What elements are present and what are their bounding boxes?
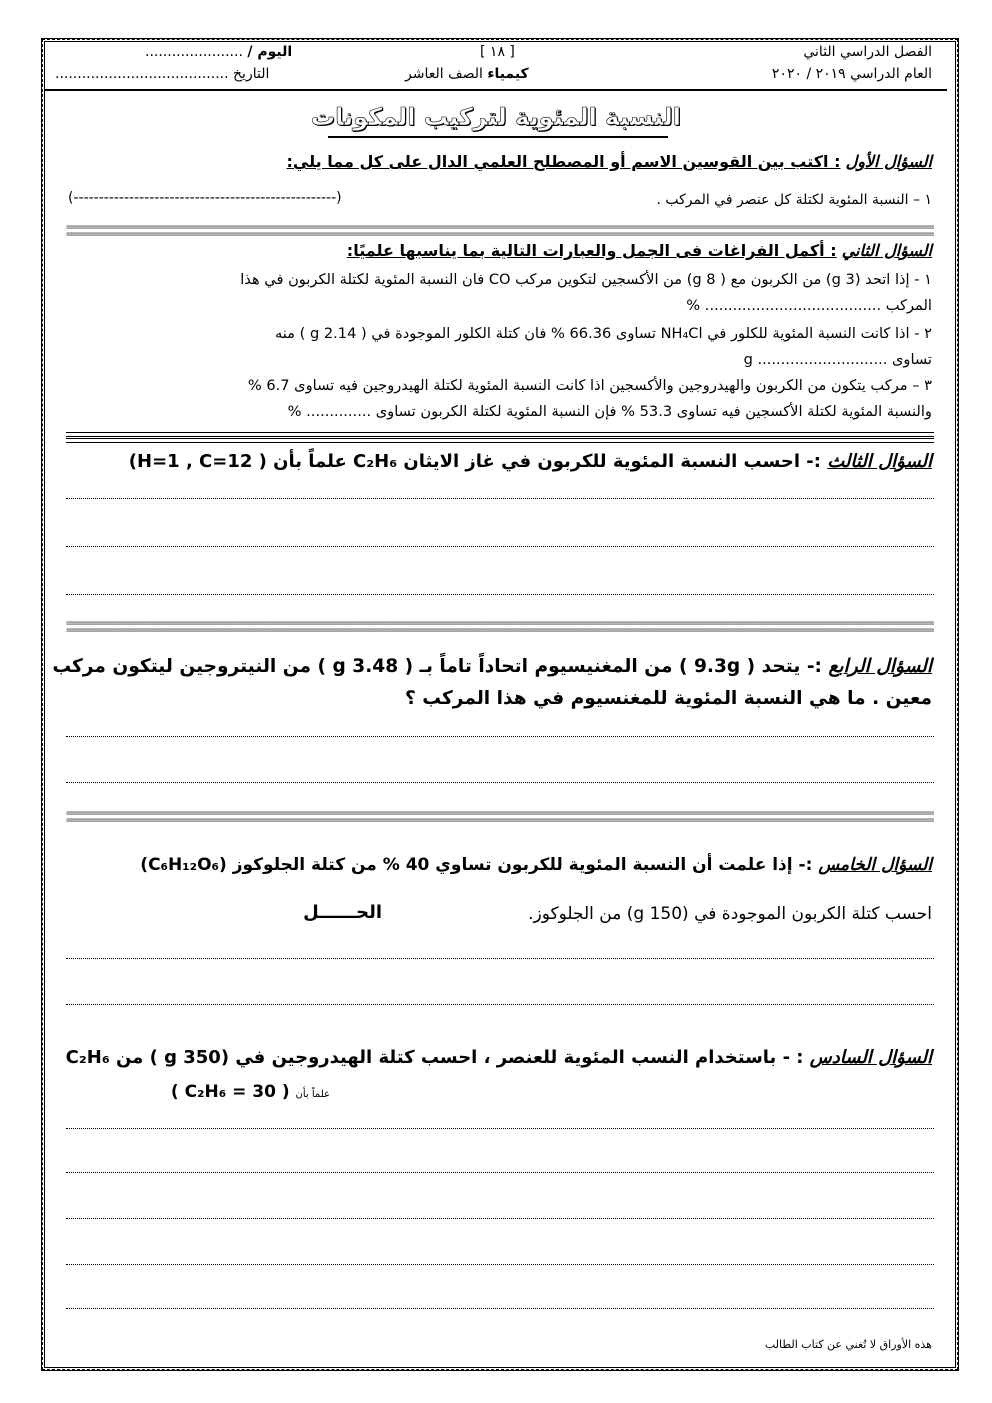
q2-item3-line2: والنسبة المئوية لكتلة الأكسجين فيه تساوى 53.3 % فإن النسبة المئوية لكتلة الكربون تساوى .............. % xyxy=(287,403,932,420)
q6-label: السؤال السادس xyxy=(809,1047,932,1068)
separator-4b xyxy=(66,817,934,825)
page-number: [ ١٨ ] xyxy=(480,44,515,60)
q2-heading xyxy=(347,241,932,260)
q6-formula-mass: ( C₂H₆ = 30 ) xyxy=(170,1082,290,1102)
title-underline xyxy=(328,136,668,138)
date-dots: ....................................... xyxy=(55,66,229,82)
q1-instruction: : اكتب بين القوسين الاسم أو المصطلح العلمي الدال على كل مما يلي: xyxy=(286,152,841,171)
semester-label: الفصل الدراسي الثاني xyxy=(803,44,932,60)
q5-text-line2: احسب كتلة الكربون الموجودة في (150 g) من الجلوكوز. xyxy=(528,904,932,924)
q2-item2-line1: ٢ - اذا كانت النسبة المئوية للكلور في NH₄Cl تساوى 66.36 % فان كتلة الكلور الموجودة في ( 2.14 g ) منه xyxy=(274,325,932,342)
answer-line[interactable] xyxy=(66,782,934,783)
q1-item: ١ – النسبة المئوية لكتلة كل عنصر في المركب . xyxy=(656,192,932,208)
answer-line[interactable] xyxy=(66,1172,934,1173)
q1-label: السؤال الأول xyxy=(845,152,932,171)
q5-text-line1: :- إذا علمت أن النسبة المئوية للكربون تساوي 40 % من كتلة الجلوكوز (C₆H₁₂O₆) xyxy=(140,855,813,875)
q3-heading xyxy=(129,451,932,472)
footer-note: هذه الأوراق لا تُغني عن كتاب الطالب xyxy=(764,1338,932,1351)
answer-line[interactable] xyxy=(66,1004,934,1005)
solution-label: الحــــــل xyxy=(303,902,382,923)
q2-item1-line1: ١ - إذا اتحد (3 g) من الكربون مع ( 8 g) من الأكسجين لتكوين مركب CO فان النسبة المئوية لكتلة الكربون في هذا xyxy=(240,271,932,288)
q2-item1-line2: المركب ...................................... % xyxy=(686,297,932,314)
answer-line[interactable] xyxy=(66,546,934,547)
academic-year-label: العام الدراسي ٢٠١٩ / ٢٠٢٠ xyxy=(771,66,932,82)
separator-3b xyxy=(66,627,934,635)
answer-line[interactable] xyxy=(66,958,934,959)
q6-text-line2 xyxy=(171,1082,330,1102)
answer-line[interactable] xyxy=(66,594,934,595)
grade-label: الصف العاشر xyxy=(405,66,483,82)
day-field xyxy=(145,44,292,60)
q2-instruction: : أكمل الفراغات فى الجمل والعبارات التالية بما يناسبها علميًا: xyxy=(346,241,837,260)
separator-2 xyxy=(66,432,934,437)
q1-answer-blank[interactable]: (----------------------------------------------------) xyxy=(68,190,342,206)
date-field xyxy=(55,66,269,82)
q4-text-line2: معين . ما هي النسبة المئوية للمغنسيوم في هذا المركب ؟ xyxy=(405,688,932,709)
q6-line1 xyxy=(66,1047,932,1068)
day-label: اليوم / xyxy=(247,44,293,60)
q1-heading xyxy=(287,152,932,171)
separator-2b xyxy=(66,438,934,443)
separator-1b xyxy=(66,231,934,239)
subject-label: كيمياء xyxy=(487,66,529,82)
subject-grade xyxy=(405,66,529,82)
q6-given-label: علماً بأن xyxy=(295,1089,330,1100)
q4-label: السؤال الرابع xyxy=(828,656,932,677)
answer-line[interactable] xyxy=(66,1264,934,1265)
q4-text-line1: :- يتحد ( 9.3g ) من المغنيسيوم اتحاداً تاماً بـ ( 3.48 g ) من النيتروجين ليتكون مركب xyxy=(52,656,822,677)
header-rule xyxy=(45,89,947,91)
answer-line[interactable] xyxy=(66,1128,934,1129)
answer-line[interactable] xyxy=(66,1218,934,1219)
day-dots: ...................... xyxy=(145,44,243,60)
answer-line[interactable] xyxy=(66,498,934,499)
q5-line1 xyxy=(140,855,932,875)
q3-label: السؤال الثالث xyxy=(827,451,932,472)
q2-item2-line2: تساوى ............................ g xyxy=(743,351,932,368)
q2-label: السؤال الثاني xyxy=(841,241,932,260)
q6-text-line1: : - باستخدام النسب المئوية للعنصر ، احسب كتلة الهيدروجين في (350 g ) من C₂H₆ xyxy=(65,1047,804,1068)
answer-line[interactable] xyxy=(66,1308,934,1309)
q5-label: السؤال الخامس xyxy=(818,855,932,875)
q4-line1 xyxy=(52,656,932,677)
q2-item3-line1: ٣ – مركب يتكون من الكربون والهيدروجين والأكسجين اذا كانت النسبة المئوية لكتلة الهيدروجين فيه تساوى 6.7 % xyxy=(247,377,932,394)
worksheet-title: النسبة المئوية لتركيب المكونات xyxy=(311,103,681,131)
date-label: التاريخ xyxy=(233,66,270,82)
q3-text: :- احسب النسبة المئوية للكربون في غاز الايثان C₂H₆ علماً بأن ( H=1 , C=12) xyxy=(128,451,821,472)
answer-line[interactable] xyxy=(66,736,934,737)
